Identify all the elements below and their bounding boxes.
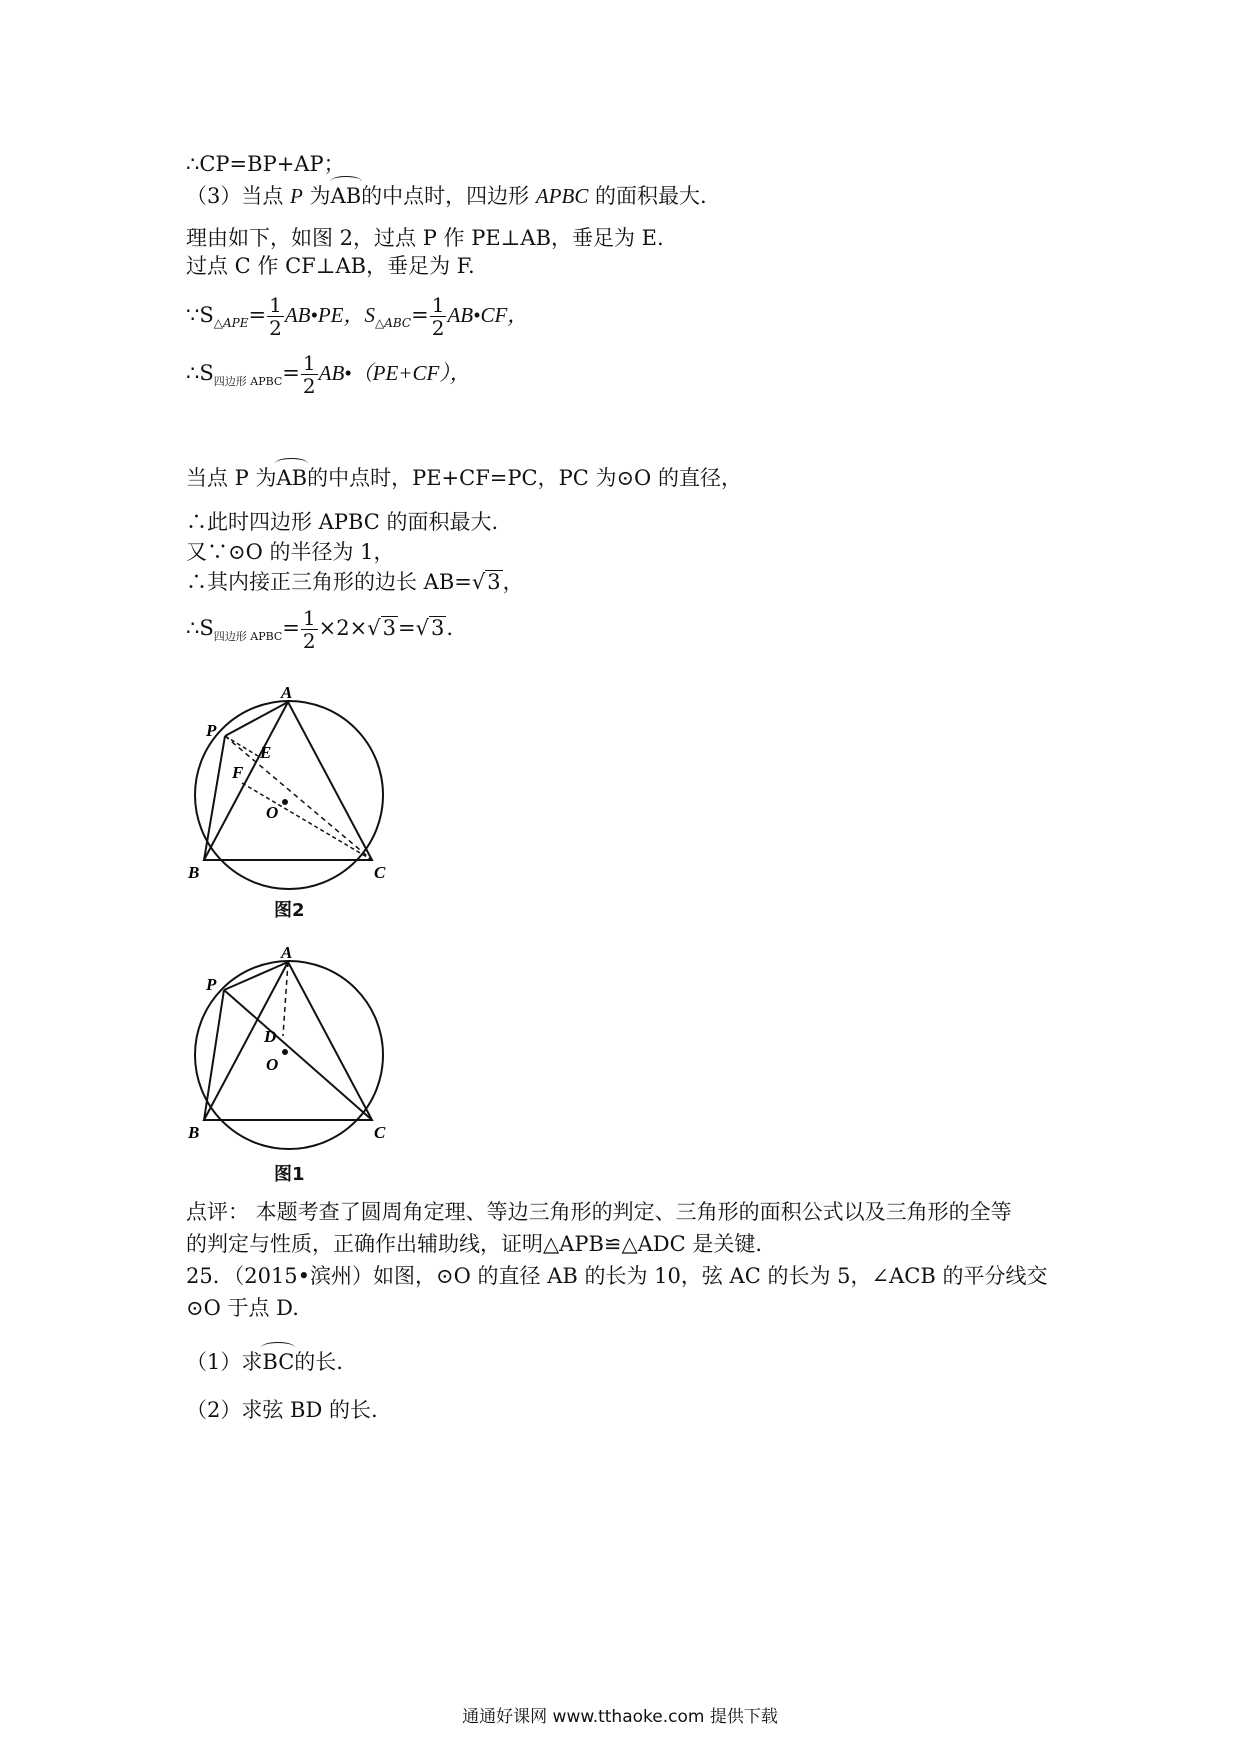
line-4: [186, 252, 475, 280]
denominator: 2: [302, 629, 316, 653]
numerator: 1: [302, 606, 316, 630]
text: ⊙O 于点 D.: [186, 1296, 299, 1320]
line-13: [186, 1230, 762, 1258]
segment-pc: [225, 736, 372, 860]
line-17: [186, 1396, 378, 1424]
text: 当点 P 为: [186, 466, 277, 490]
sqrt: √3: [367, 616, 396, 640]
label-b: B: [188, 863, 200, 882]
subscript: 四边形 APBC: [213, 375, 283, 388]
line-1: [186, 150, 345, 178]
figure-1-caption: 图1: [274, 1164, 305, 1185]
text: （3）当点: [186, 184, 291, 208]
label-p: P: [206, 975, 217, 994]
sqrt: √3: [415, 616, 445, 640]
text: AB•PE，S: [284, 303, 375, 327]
text: 又∵⊙O 的半径为 1，: [186, 540, 395, 564]
text: ∴S: [186, 616, 214, 640]
fraction: [301, 352, 318, 397]
figure-1: [180, 940, 400, 1160]
numerator: 1: [269, 293, 282, 317]
label-p: P: [206, 721, 217, 740]
text: =: [411, 303, 429, 327]
line-2: [186, 182, 707, 210]
text: 为: [302, 184, 331, 208]
footer: 通通好课网 www.tthaoke.com 提供下载: [462, 1707, 778, 1727]
segment-ad: [283, 962, 288, 1036]
text: APBC: [535, 184, 589, 208]
text: 点评： 本题考查了圆周角定理、等边三角形的判定、三角形的面积公式以及三角形的全等: [186, 1200, 1012, 1224]
label-o: O: [266, 803, 279, 822]
triangle-abc: [204, 962, 372, 1120]
text: 的中点时，四边形: [361, 184, 536, 208]
figure-2: [180, 680, 400, 900]
text: =: [282, 361, 300, 385]
fraction: [430, 294, 447, 339]
text: 过点 C 作 CF⊥AB，垂足为 F.: [186, 254, 475, 278]
text: ∴CP=BP+AP；: [186, 152, 345, 176]
text: 的面积最大.: [588, 184, 707, 208]
radicand: 3: [382, 616, 396, 640]
text: P: [290, 184, 303, 208]
subscript: 四边形 APBC: [213, 630, 283, 643]
text: 的判定与性质，正确作出辅助线，证明△APB≌△ADC 是关键.: [186, 1232, 763, 1256]
line-12: [186, 1198, 1012, 1226]
label-f: F: [232, 763, 244, 782]
sqrt: √3: [471, 570, 501, 594]
line-10: [186, 568, 524, 596]
line-14: [186, 1262, 1047, 1290]
text: =: [282, 616, 300, 640]
text: ，: [502, 570, 524, 594]
line-15: [186, 1294, 299, 1322]
label-o: O: [266, 1055, 279, 1074]
line-11: [186, 603, 453, 662]
label-e: E: [260, 743, 272, 762]
arc-bc: BC: [262, 1350, 295, 1374]
text: 25．（2015•滨州）如图，⊙O 的直径 AB 的长为 10，弦 AC 的长为 5，∠ACB 的平分线交: [186, 1264, 1048, 1288]
text: =: [397, 616, 416, 640]
line-7: [186, 464, 742, 492]
label-c: C: [374, 1123, 386, 1142]
label-a: A: [281, 943, 293, 962]
fraction: [267, 294, 284, 339]
text: 理由如下，如图 2，过点 P 作 PE⊥AB，垂足为 E.: [186, 226, 664, 250]
line-8: [186, 508, 498, 536]
line-3: [186, 224, 664, 252]
radicand: 3: [430, 616, 445, 640]
text: .: [446, 616, 454, 640]
text: （1）求: [186, 1350, 263, 1374]
text: AB•CF，: [447, 303, 529, 327]
text: ×2×: [318, 616, 368, 640]
text: ∴S: [186, 361, 214, 385]
text: AB•（PE+CF），: [318, 361, 471, 385]
radicand: 3: [487, 570, 501, 594]
center-point: [282, 799, 288, 805]
center-point: [282, 1049, 288, 1055]
triangle-abc: [204, 702, 372, 860]
line-9: [186, 538, 395, 566]
text: 的长.: [294, 1350, 343, 1374]
text: =: [248, 303, 267, 327]
figure-2-caption: 图2: [274, 900, 305, 921]
segment-pc: [224, 990, 372, 1120]
label-a: A: [281, 683, 293, 702]
text: （2）求弦 BD 的长.: [186, 1398, 378, 1422]
arc-ab: AB: [276, 466, 308, 490]
label-b: B: [188, 1123, 200, 1142]
line-16: [186, 1348, 343, 1376]
numerator: 1: [302, 351, 316, 375]
line-6: [186, 348, 471, 407]
subscript: △ABC: [375, 316, 412, 330]
numerator: 1: [431, 293, 445, 317]
text: ∵S: [186, 303, 214, 327]
line-5: [186, 290, 528, 348]
denominator: 2: [269, 316, 282, 340]
text: 的中点时，PE+CF=PC，PC 为⊙O 的直径，: [307, 466, 742, 490]
text: ∴其内接正三角形的边长 AB=: [186, 570, 472, 594]
segment-pe: [225, 736, 258, 756]
arc-ab: AB: [330, 184, 362, 208]
label-d: D: [264, 1027, 277, 1046]
fraction: [301, 607, 318, 652]
subscript: △APE: [213, 316, 249, 330]
label-c: C: [374, 863, 386, 882]
denominator: 2: [302, 374, 316, 398]
text: ∴此时四边形 APBC 的面积最大.: [186, 510, 499, 534]
denominator: 2: [431, 316, 445, 340]
